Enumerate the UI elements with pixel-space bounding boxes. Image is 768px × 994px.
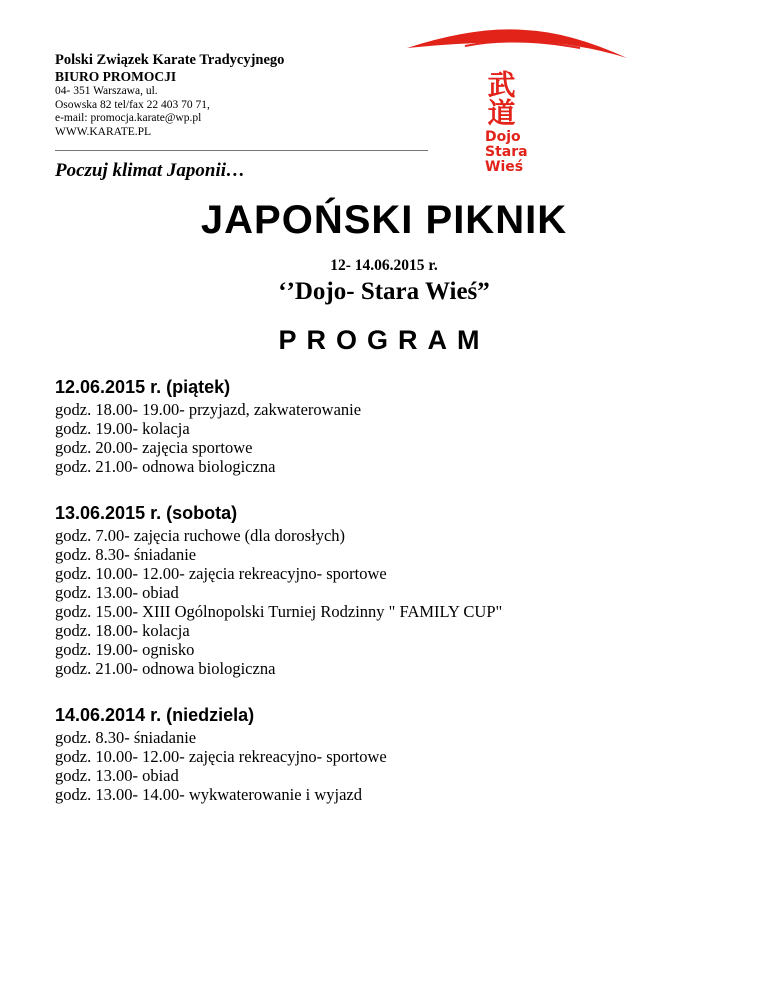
logo-kanji: 武道: [483, 70, 517, 126]
day-heading: 13.06.2015 r. (sobota): [55, 503, 238, 523]
schedule-item: godz. 15.00- XIII Ogólnopolski Turniej Rodzinny " FAMILY CUP": [55, 602, 503, 621]
address-line: Osowska 82 tel/fax 22 403 70 71,: [55, 98, 210, 111]
organization-name: Polski Związek Karate Tradycyjnego: [55, 52, 285, 68]
schedule-item: godz. 21.00- odnowa biologiczna: [55, 457, 276, 476]
schedule-item: godz. 13.00- 14.00- wykwaterowanie i wyjazd: [55, 785, 362, 804]
roof-arc-icon: [407, 29, 627, 58]
tagline: Poczuj klimat Japonii…: [55, 160, 246, 181]
schedule-item: godz. 10.00- 12.00- zajęcia rekreacyjno- sportowe: [55, 564, 387, 583]
event-venue: ‘’Dojo- Stara Wieś”: [278, 278, 490, 305]
day-heading: 14.06.2014 r. (niedziela): [55, 705, 255, 725]
schedule-item: godz. 19.00- ognisko: [55, 640, 195, 659]
header-divider: [55, 150, 428, 151]
logo-text-line: Stara: [485, 144, 528, 160]
schedule-item: godz. 8.30- śniadanie: [55, 728, 197, 747]
dojo-logo: [405, 18, 630, 183]
schedule-item: godz. 19.00- kolacja: [55, 419, 190, 438]
schedule-item: godz. 10.00- 12.00- zajęcia rekreacyjno- sportowe: [55, 747, 387, 766]
email-line: e-mail: promocja.karate@wp.pl: [55, 112, 202, 124]
logo-text-line: Dojo: [485, 129, 521, 145]
website-line: WWW.KARATE.PL: [55, 125, 152, 138]
address-line: 04- 351 Warszawa, ul.: [55, 85, 158, 97]
schedule-item: godz. 21.00- odnowa biologiczna: [55, 659, 276, 678]
event-dates: 12- 14.06.2015 r.: [330, 257, 438, 274]
schedule-item: godz. 13.00- obiad: [55, 583, 179, 602]
event-title: JAPOŃSKI PIKNIK: [200, 198, 568, 242]
schedule-item: godz. 18.00- kolacja: [55, 621, 190, 640]
day-section: [55, 376, 361, 476]
schedule-item: godz. 18.00- 19.00- przyjazd, zakwaterowanie: [55, 400, 362, 419]
schedule-item: godz. 7.00- zajęcia ruchowe (dla dorosłych): [55, 526, 346, 545]
day-section: [55, 704, 387, 804]
program-heading: PROGRAM: [278, 325, 490, 355]
day-heading: 12.06.2015 r. (piątek): [55, 377, 231, 397]
schedule-item: godz. 8.30- śniadanie: [55, 545, 197, 564]
schedule-item: godz. 13.00- obiad: [55, 766, 179, 785]
letterhead: [55, 52, 435, 139]
logo-text-line: Wieś: [485, 159, 524, 175]
schedule-item: godz. 20.00- zajęcia sportowe: [55, 438, 253, 457]
day-section: [55, 502, 502, 678]
office-name: BIURO PROMOCJI: [55, 69, 177, 84]
